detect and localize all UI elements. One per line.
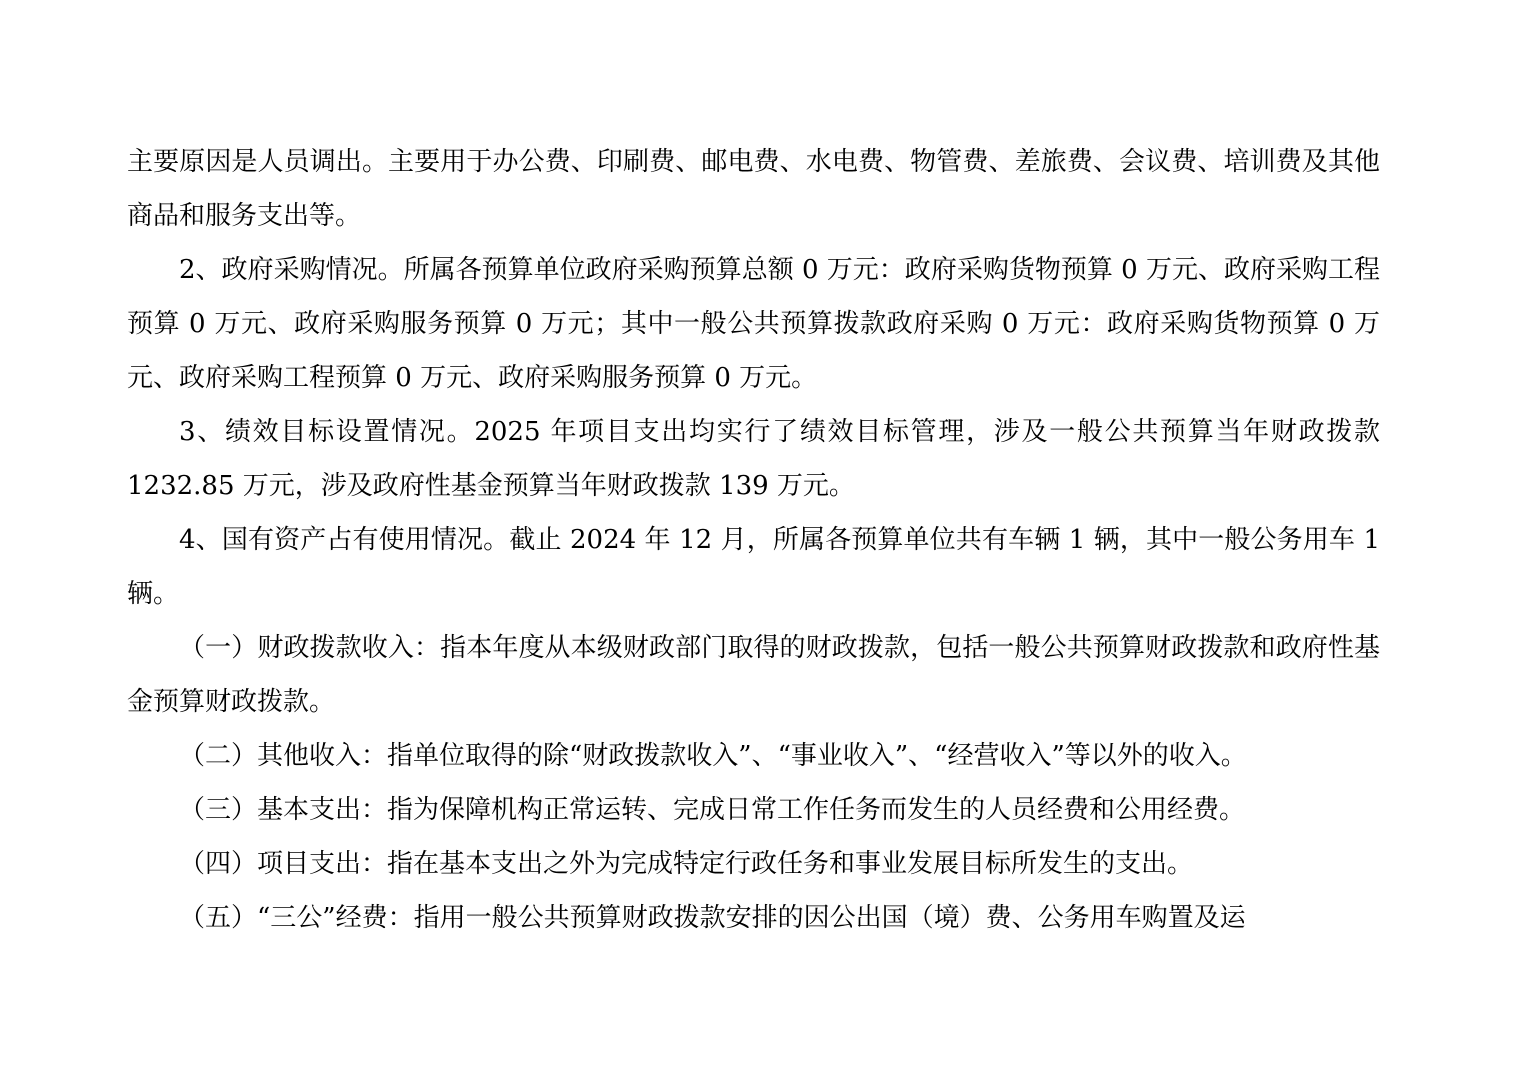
paragraph-performance-targets: 3、绩效目标设置情况。2025 年项目支出均实行了绩效目标管理，涉及一般公共预算当年财政拨款 1232.85 万元，涉及政府性基金预算当年财政拨款 139 万元。 — [127, 417, 1380, 501]
paragraph-fiscal-appropriation-income: （一）财政拨款收入：指本年度从本级财政部门取得的财政拨款，包括一般公共预算财政拨款和政府性基金预算财政拨款。 — [127, 633, 1380, 717]
paragraph-three-public-expenses: （五）“三公”经费：指用一般公共预算财政拨款安排的因公出国（境）费、公务用车购置及运 — [179, 903, 1246, 933]
paragraph-other-income: （二）其他收入：指单位取得的除“财政拨款收入”、“事业收入”、“经营收入”等以外的收入。 — [179, 741, 1247, 771]
paragraph-project-expenditure: （四）项目支出：指在基本支出之外为完成特定行政任务和事业发展目标所发生的支出。 — [179, 849, 1194, 879]
paragraph-basic-expenditure: （三）基本支出：指为保障机构正常运转、完成日常工作任务而发生的人员经费和公用经费。 — [179, 795, 1246, 825]
paragraph-government-procurement: 2、政府采购情况。所属各预算单位政府采购预算总额 0 万元：政府采购货物预算 0 万元、政府采购工程预算 0 万元、政府采购服务预算 0 万元；其中一般公共预算拨款政府采购 0 万元：政府采购货物预算 0 万元、政府采购工程预算 0 万元、政府采购服务预算 0 万元。 — [127, 255, 1380, 393]
document-page — [127, 135, 1380, 945]
paragraph-state-assets: 4、国有资产占有使用情况。截止 2024 年 12 月，所属各预算单位共有车辆 1 辆，其中一般公务用车 1 辆。 — [127, 525, 1380, 609]
paragraph-continuation: 主要原因是人员调出。主要用于办公费、印刷费、邮电费、水电费、物管费、差旅费、会议费、培训费及其他商品和服务支出等。 — [127, 147, 1380, 231]
